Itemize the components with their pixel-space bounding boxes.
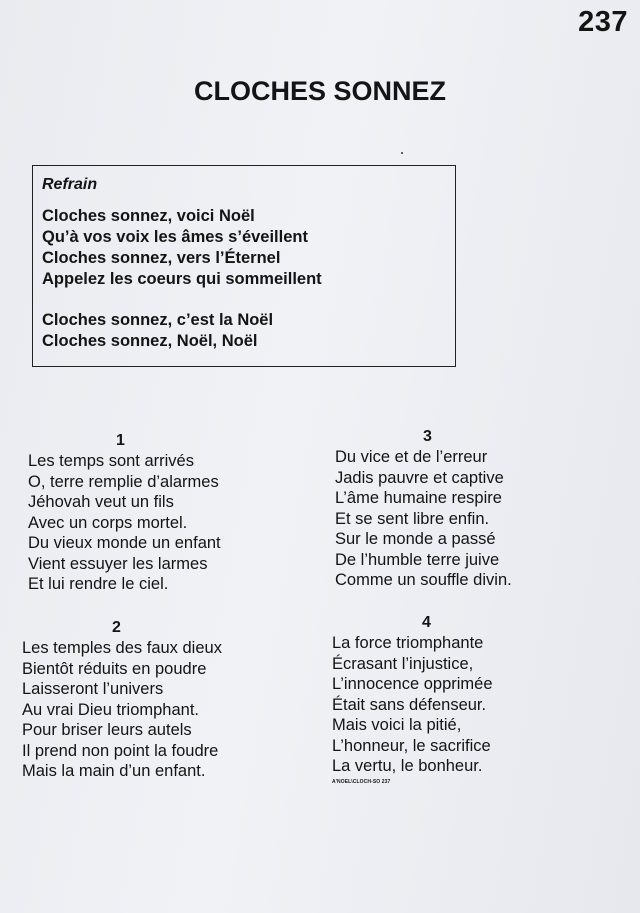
verse-line: Il prend non point la foudre	[22, 741, 219, 760]
refrain-heading: Refrain	[42, 176, 98, 193]
reference-code: A'NOEL\CLOCH-SO 237	[332, 779, 391, 785]
verse-4	[332, 613, 602, 777]
refrain-line: Appelez les coeurs qui sommeillent	[42, 270, 322, 288]
verse-1	[28, 431, 298, 595]
refrain-line: Cloches sonnez, Noël, Noël	[42, 332, 258, 350]
verse-line: Au vrai Dieu triomphant.	[22, 700, 199, 719]
verse-line: Les temps sont arrivés	[28, 452, 194, 470]
refrain-line: Cloches sonnez, voici Noël	[42, 207, 255, 225]
verse-line: Pour briser leurs autels	[22, 721, 192, 739]
verse-line: Comme un souffle divin.	[335, 571, 512, 589]
verse-line: Bientôt réduits en poudre	[22, 659, 207, 678]
verse-number: 2	[112, 619, 121, 636]
print-speck	[401, 152, 403, 154]
verse-2	[22, 618, 292, 782]
stanza-gap	[42, 290, 455, 310]
verse-line: Mais la main d’un enfant.	[22, 762, 206, 780]
verse-line: Était sans défenseur.	[332, 695, 487, 714]
verse-line: Du vice et de l’erreur	[335, 448, 488, 466]
verse-line: Écrasant l’injustice,	[332, 654, 474, 673]
verse-line: O, terre remplie d’alarmes	[28, 472, 219, 491]
page-number: 237	[578, 6, 628, 38]
refrain-line: Qu’à vos voix les âmes s’éveillent	[42, 228, 308, 246]
refrain-box	[32, 165, 456, 367]
verse-line: Du vieux monde un enfant	[28, 534, 221, 552]
verse-line: Jéhovah veut un fils	[28, 493, 174, 511]
verse-line: Laisseront l’univers	[22, 680, 164, 698]
verse-line: Et lui rendre le ciel.	[28, 575, 169, 593]
verse-line: Vient essuyer les larmes	[28, 554, 208, 573]
verse-line: La force triomphante	[332, 634, 484, 652]
verse-line: L’âme humaine respire	[335, 489, 502, 507]
verse-line: Avec un corps mortel.	[28, 513, 188, 532]
verse-number: 4	[422, 614, 431, 631]
song-title: CLOCHES SONNEZ	[193, 76, 447, 106]
verse-line: Sur le monde a passé	[335, 530, 496, 548]
verse-number: 3	[423, 428, 432, 445]
refrain-line: Cloches sonnez, c’est la Noël	[42, 311, 274, 329]
verse-line: L’innocence opprimée	[332, 675, 493, 693]
verse-line: L’honneur, le sacrifice	[332, 736, 491, 755]
verse-line: La vertu, le bonheur.	[332, 757, 483, 775]
verse-line: Jadis pauvre et captive	[335, 468, 504, 487]
verse-line: Et se sent libre enfin.	[335, 509, 490, 528]
refrain-line: Cloches sonnez, vers l’Éternel	[42, 249, 281, 267]
verse-number: 1	[116, 432, 125, 449]
verse-line: De l’humble terre juive	[335, 550, 500, 569]
verse-3	[335, 427, 605, 591]
verse-line: Les temples des faux dieux	[22, 639, 222, 657]
verse-line: Mais voici la pitié,	[332, 716, 462, 734]
